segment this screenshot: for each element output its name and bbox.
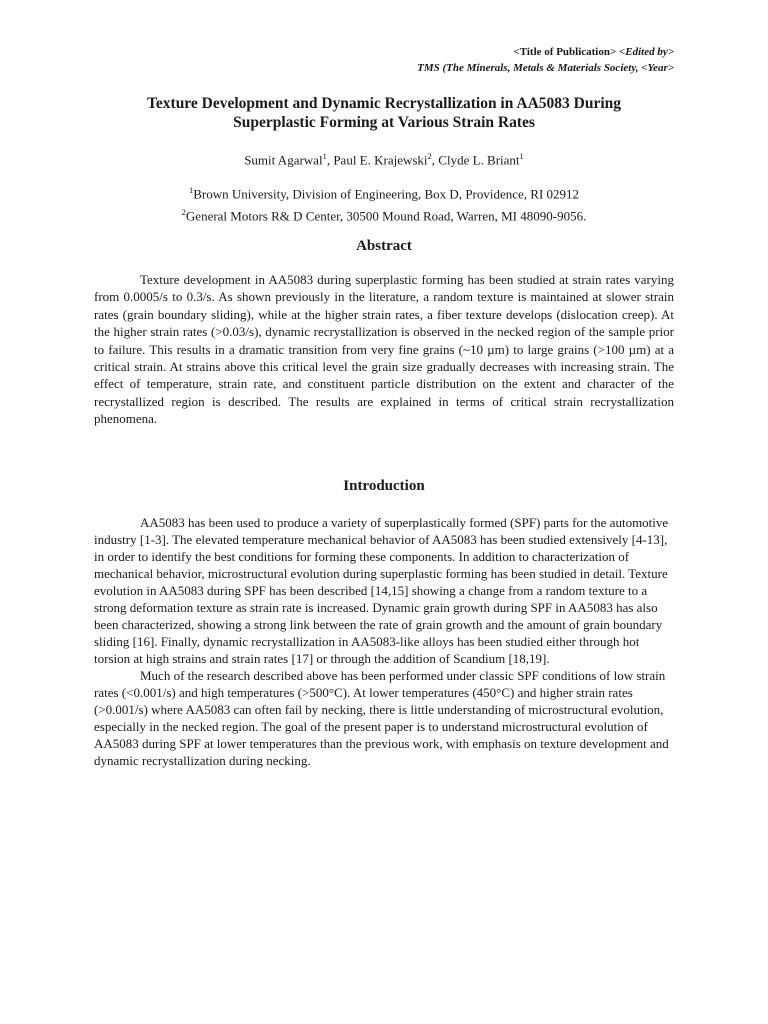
affiliation-mark: 1 [188, 185, 194, 195]
author-name: Sumit Agarwal [244, 152, 323, 168]
introduction-paragraph: Much of the research described above has been performed under classic SPF conditions of low strain rates (<0.001/s) and high temperatures (>500°C). At lower temperatures (450°C) and higher strain rates (>0.001/s) where AA5083 can often fail by necking, there is little understanding of microstructural evolution, especially in the necked region. The goal of the present paper is to understand microstructural evolution of AA5083 during SPF at lower temperatures than the previous work, with emphasis on texture development and dynamic recrystallization during necking. [94, 668, 669, 768]
introduction-body [94, 514, 674, 769]
abstract-heading: Abstract [356, 238, 412, 254]
paper-title-line-2: Superplastic Forming at Various Strain Rates [233, 114, 535, 131]
author-name: Clyde L. Briant [438, 152, 520, 168]
author-name: Paul E. Krajewski [333, 152, 428, 168]
author-separator: , [431, 152, 439, 168]
author-affiliation-mark: 1 [519, 151, 524, 161]
affiliation-list [94, 181, 674, 226]
affiliation [94, 181, 674, 203]
affiliation-mark: 2 [181, 207, 186, 218]
affiliation-text: Brown University, Division of Engineering, Box D, Providence, RI 02912 [193, 186, 580, 202]
author-list [94, 148, 674, 168]
affiliation-text: General Motors R& D Center, 30500 Mound Road, Warren, MI 48090-9056. [185, 208, 587, 224]
author-affiliation-mark: 2 [427, 151, 432, 161]
paper-title-line-1: Texture Development and Dynamic Recrystallization in AA5083 During [146, 95, 622, 112]
author-separator: , [326, 152, 334, 168]
affiliation [94, 203, 674, 225]
paper-title [94, 94, 674, 132]
running-header-publication [417, 44, 674, 60]
running-header [417, 44, 674, 76]
publication-title-placeholder: <Title of Publication> [513, 46, 619, 58]
abstract-text: Texture development in AA5083 during superplastic forming has been studied at strain rates varying from 0.0005/s to 0.3/s. As shown previously in the literature, a random texture is maintained at slower strain rates (grain boundary sliding), while at the higher strain rates, a fiber texture develops (dislocation creep). At the higher strain rates (>0.03/s), dynamic recrystallization is observed in the necked region of the sample prior to failure. This results in a dramatic transition from very fine grains (~10 µm) to large grains (>100 µm) at a critical strain. At strains above this critical level the grain size gradually decreases with increasing strain. The effect of temperature, strain rate, and constituent particle distribution on the extent and character of the recrystallized region is described. The results are explained in terms of critical strain recrystallization phenomena. [94, 272, 674, 427]
editor-placeholder: <Edited by> [619, 46, 674, 58]
introduction-paragraph: AA5083 has been used to produce a variety of superplastically formed (SPF) parts for the automotive industry [1-3]. The elevated temperature mechanical behavior of AA5083 has been studied extensively [4-13], in order to identify the best conditions for forming these components. In addition to characterization of mechanical behavior, microstructural evolution during superplastic forming has been studied in detail. Texture evolution in AA5083 during SPF has been described [14,15] showing a change from a random texture to a strong deformation texture as strain rate is increased. Dynamic grain growth during SPF in AA5083 has also been characterized, showing a strong link between the rate of grain growth and the amount of grain boundary sliding [16]. Finally, dynamic recrystallization in AA5083-like alloys has been studied either through hot torsion at high strains and strain rates [17] or through the addition of Scandium [18,19]. [94, 515, 669, 666]
author-affiliation-mark: 1 [322, 151, 327, 161]
running-header-publisher: TMS (The Minerals, Metals & Materials Society, <Year> [417, 62, 674, 74]
introduction-heading: Introduction [343, 478, 425, 494]
